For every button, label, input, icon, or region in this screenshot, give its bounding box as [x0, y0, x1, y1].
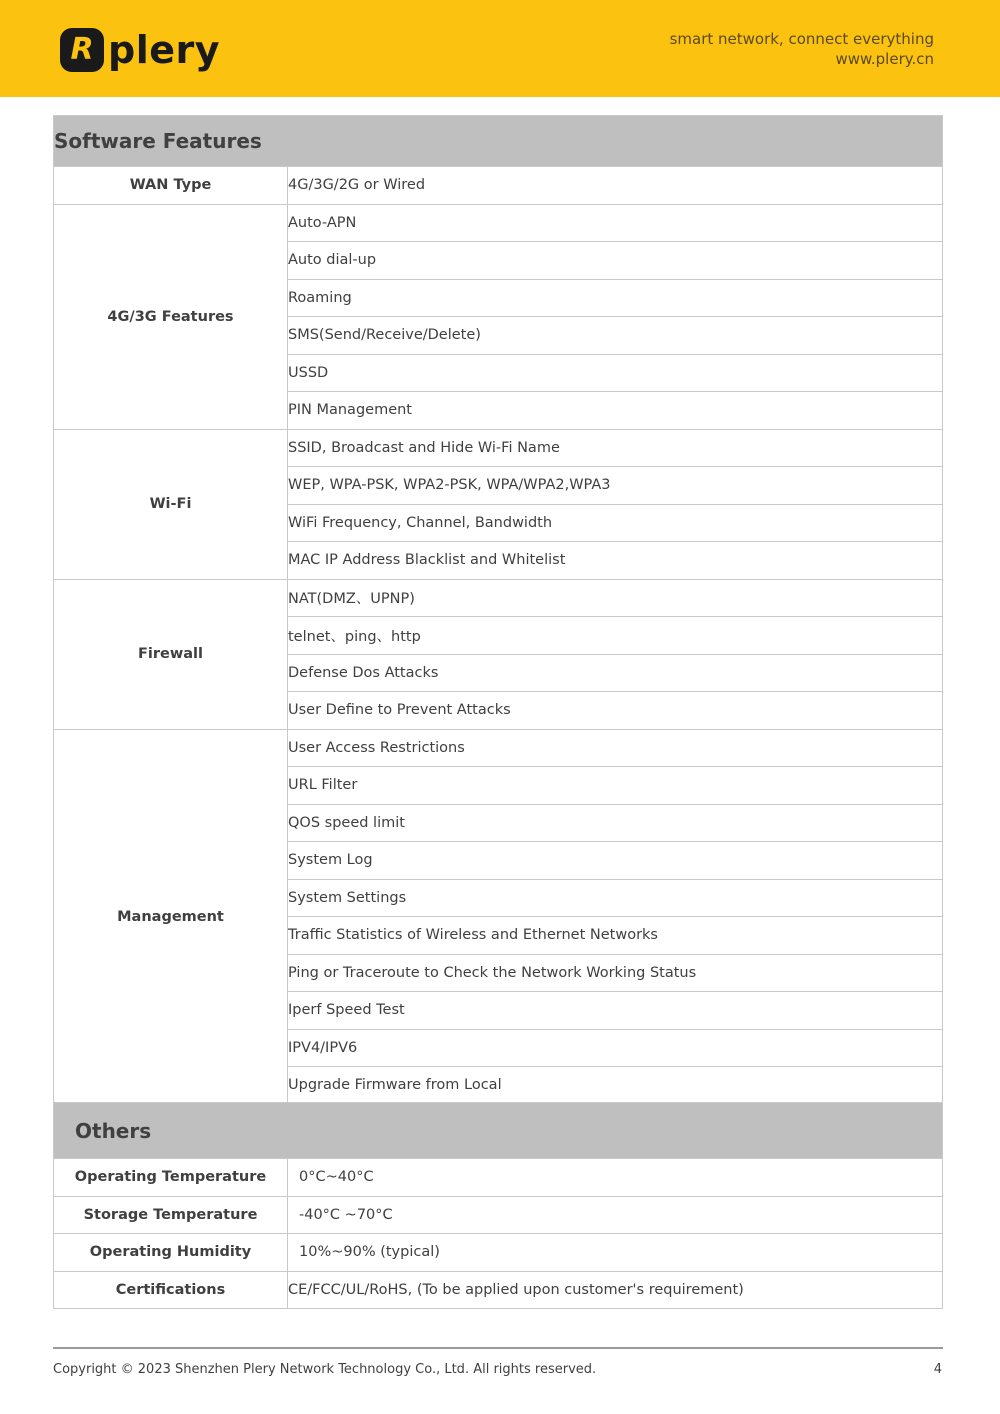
feature-category-label: 4G/3G Features — [54, 204, 288, 429]
feature-item: URL Filter — [288, 767, 943, 805]
feature-item: WiFi Frequency, Channel, Bandwidth — [288, 504, 943, 542]
brand-name: plery — [108, 28, 221, 72]
feature-item: Defense Dos Attacks — [288, 654, 943, 692]
table-row — [54, 579, 943, 617]
page-number: 4 — [933, 1362, 942, 1377]
section-title-software: Software Features — [54, 116, 943, 167]
tagline-url: www.plery.cn — [835, 50, 934, 68]
feature-item: Ping or Traceroute to Check the Network Working Status — [288, 954, 943, 992]
feature-item: Iperf Speed Test — [288, 992, 943, 1030]
feature-item: Auto-APN — [288, 204, 943, 242]
feature-item: telnet、ping、http — [288, 617, 943, 655]
feature-item: User Access Restrictions — [288, 729, 943, 767]
table-row — [54, 429, 943, 467]
spec-label: Certifications — [54, 1271, 288, 1309]
logo-mark-icon — [60, 28, 104, 72]
header-tagline — [670, 29, 934, 69]
table-row — [54, 1159, 943, 1197]
software-features-table — [53, 115, 943, 1105]
spec-value: -40°C ~70°C — [288, 1196, 943, 1234]
feature-item: SSID, Broadcast and Hide Wi-Fi Name — [288, 429, 943, 467]
spec-label: Operating Humidity — [54, 1234, 288, 1272]
table-row — [54, 729, 943, 767]
spec-label: Operating Temperature — [54, 1159, 288, 1197]
feature-item: 4G/3G/2G or Wired — [288, 167, 943, 205]
feature-item: QOS speed limit — [288, 804, 943, 842]
footer-copyright: Copyright © 2023 Shenzhen Plery Network Technology Co., Ltd. All rights reserved. — [53, 1362, 597, 1377]
feature-item: WEP, WPA-PSK, WPA2-PSK, WPA/WPA2,WPA3 — [288, 467, 943, 505]
page-header — [0, 0, 1000, 97]
feature-item: MAC IP Address Blacklist and Whitelist — [288, 542, 943, 580]
spec-label: Storage Temperature — [54, 1196, 288, 1234]
feature-category-label: Wi-Fi — [54, 429, 288, 579]
feature-item: System Log — [288, 842, 943, 880]
feature-category-label: WAN Type — [54, 167, 288, 205]
feature-item: IPV4/IPV6 — [288, 1029, 943, 1067]
feature-item: Roaming — [288, 279, 943, 317]
table-row — [54, 1196, 943, 1234]
others-table — [53, 1102, 943, 1309]
plery-logo — [60, 26, 220, 74]
feature-item: Upgrade Firmware from Local — [288, 1067, 943, 1105]
spec-value: CE/FCC/UL/RoHS, (To be applied upon customer's requirement) — [288, 1271, 943, 1309]
feature-item: System Settings — [288, 879, 943, 917]
feature-category-label: Management — [54, 729, 288, 1104]
feature-item: NAT(DMZ、UPNP) — [288, 579, 943, 617]
feature-item: Traffic Statistics of Wireless and Ethernet Networks — [288, 917, 943, 955]
footer-divider — [53, 1347, 943, 1349]
section-title-others: Others — [54, 1103, 943, 1159]
feature-item: User Define to Prevent Attacks — [288, 692, 943, 730]
spec-value: 0°C~40°C — [288, 1159, 943, 1197]
tagline-slogan: smart network, connect everything — [669, 30, 934, 48]
feature-category-label: Firewall — [54, 579, 288, 729]
table-row — [54, 1234, 943, 1272]
feature-item: SMS(Send/Receive/Delete) — [288, 317, 943, 355]
table-row — [54, 1271, 943, 1309]
feature-item: Auto dial-up — [288, 242, 943, 280]
table-row — [54, 204, 943, 242]
table-row — [54, 167, 943, 205]
feature-item: USSD — [288, 354, 943, 392]
feature-item: PIN Management — [288, 392, 943, 430]
spec-value: 10%~90% (typical) — [288, 1234, 943, 1272]
logo-letter: R — [70, 32, 94, 67]
